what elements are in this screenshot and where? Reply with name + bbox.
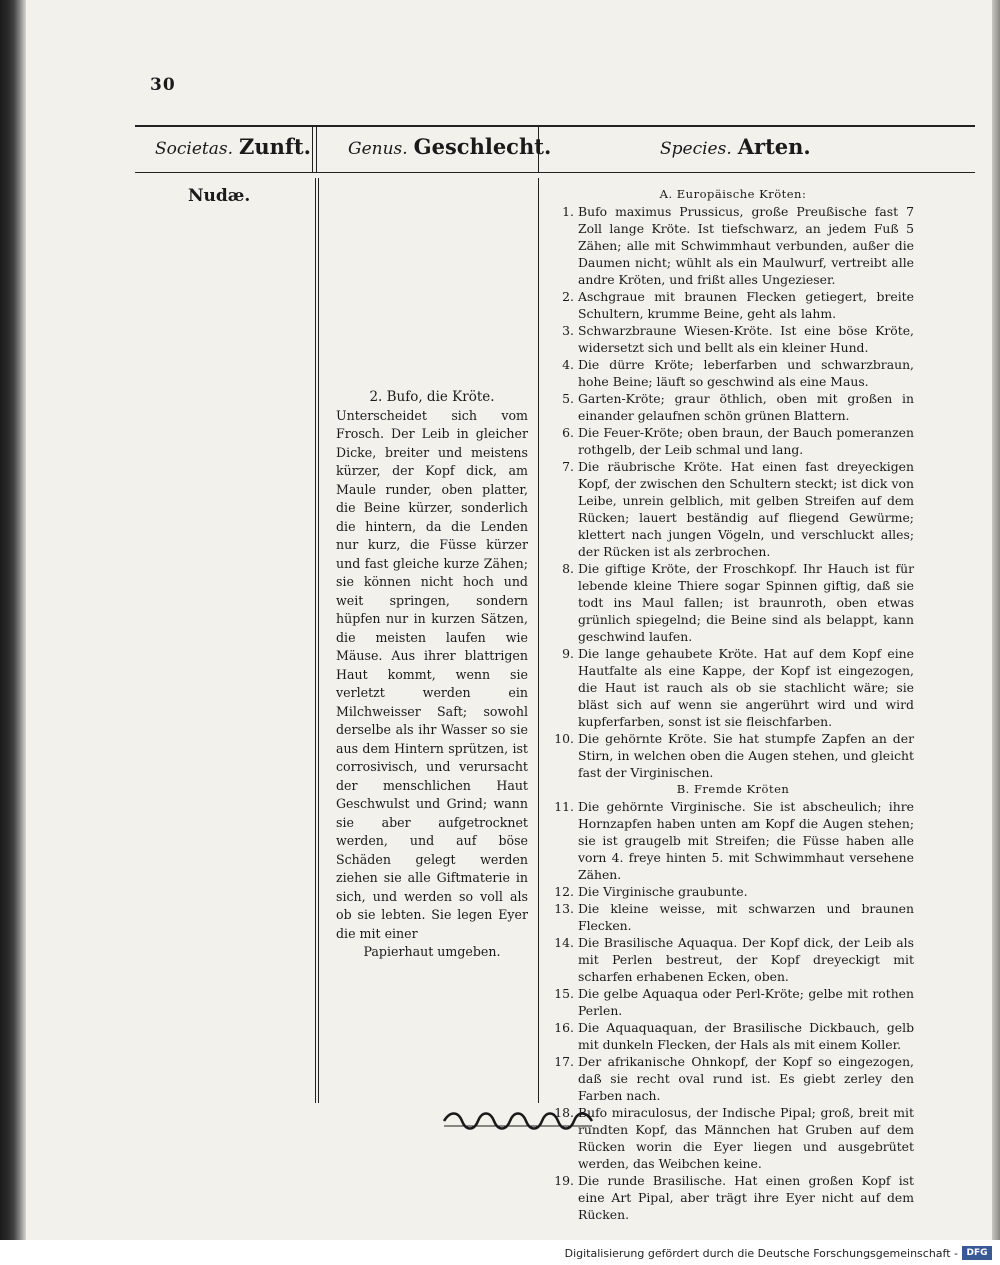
- header-societas: [155, 134, 311, 159]
- species-text: Die dürre Kröte; leberfarben und schwarzbraun, hohe Beine; läuft so geschwind als eine Maus.: [578, 357, 914, 389]
- genus-title: 2. Bufo, die Kröte.: [369, 389, 495, 405]
- genus-column-bracket: [315, 178, 319, 1103]
- species-number: 4.: [562, 357, 574, 372]
- header-genus-latin: Genus.: [348, 139, 408, 159]
- species-entry: [552, 883, 914, 900]
- species-text: Die Aquaquaquan, der Brasilische Dickbauch, gelb mit dunkeln Flecken, der Hals als mit einem Koller.: [578, 1020, 914, 1052]
- species-text: Die kleine weisse, mit schwarzen und braunen Flecken.: [578, 901, 914, 933]
- species-entry: [552, 985, 914, 1019]
- footer-credit: Digitalisierung gefördert durch die Deutsche Forschungsgemeinschaft -: [564, 1247, 958, 1260]
- species-text: Die runde Brasilische. Hat einen großen Kopf ist eine Art Pipal, aber trägt ihre Eyer nicht auf dem Rücken.: [578, 1173, 914, 1222]
- societas-group-name: Nudæ.: [188, 186, 251, 206]
- species-number: 17.: [554, 1054, 574, 1069]
- header-separator-1: [312, 125, 317, 172]
- dfg-logo: DFG: [962, 1246, 992, 1260]
- species-column-bracket: [538, 178, 539, 1103]
- species-entry: [552, 1019, 914, 1053]
- header-societas-german: Zunft.: [239, 134, 311, 159]
- species-entry: [552, 203, 914, 288]
- species-text: Die räubrische Kröte. Hat einen fast dreyeckigen Kopf, der zwischen den Schultern steckt; ist dick von Leibe, unrein gelblich, mit gelben Streifen auf dem Rücken; lauert beständig auf fliegend Gewürme; klettert nach jungen Vögeln, und verschluckt alles; der Rücken ist als zerbrochen.: [578, 459, 914, 559]
- species-number: 5.: [562, 391, 574, 406]
- species-number: 14.: [554, 935, 574, 950]
- species-entry: [552, 798, 914, 883]
- header-genus: [348, 134, 551, 159]
- species-entry: [552, 424, 914, 458]
- genus-description: [336, 388, 528, 962]
- species-entry: [552, 356, 914, 390]
- species-text: Die gehörnte Kröte. Sie hat stumpfe Zapfen an der Stirn, in welchen oben die Augen stehen, und gleicht fast der Virginischen.: [578, 731, 914, 780]
- species-number: 13.: [554, 901, 574, 916]
- species-text: Garten-Kröte; graur öthlich, oben mit großen in einander gelaufnen schön grünen Blattern.: [578, 391, 914, 423]
- species-text: Die gehörnte Virginische. Sie ist abscheulich; ihre Hornzapfen haben unten am Kopf die Augen stehen; sie ist graugelb mit Streifen; die Füsse haben alle vorn 4. freye hinten 5. mit Schwimmhaut versehene Zähen.: [578, 799, 914, 882]
- species-entry: [552, 1053, 914, 1104]
- species-entry: [552, 645, 914, 730]
- species-number: 2.: [562, 289, 574, 304]
- species-text: Aschgraue mit braunen Flecken getiegert, breite Schultern, krumme Beine, geht als lahm.: [578, 289, 914, 321]
- species-number: 9.: [562, 646, 574, 661]
- page-number: 30: [150, 75, 176, 95]
- species-list: [552, 186, 914, 1223]
- species-number: 7.: [562, 459, 574, 474]
- species-entry: [552, 560, 914, 645]
- species-number: 18.: [554, 1105, 574, 1120]
- ornament-decoration: [440, 1108, 600, 1134]
- genus-body: Unterscheidet sich vom Frosch. Der Leib in gleicher Dicke, breiter und meistens kürzer, der Kopf dick, am Maule runder, oben platter, die Beine kürzer, sonderlich die hintern, da die Lenden nur kurz, die Füsse kürzer und fast gleiche kurze Zähen; sie können nicht hoch und weit springen, sondern hüpfen nur in kurzen Sätzen, die meisten laufen wie Mäuse. Aus ihrer blattrigen Haut kommt, wenn sie verletzt werden ein Milchweisser Saft; sowohl derselbe als ihr Wasser so sie aus dem Hintern sprützen, ist corrosivisch, und verursacht der menschlichen Haut Geschwulst und Grind; wann sie aber aufgetrocknet werden, und auf böse Schäden gelegt werden ziehen sie alle Giftmaterie in sich, und werden so voll als ob sie lebten. Sie legen Eyer die mit einer: [336, 407, 528, 941]
- species-text: Der afrikanische Ohnkopf, der Kopf so eingezogen, daß sie recht oval rund ist. Es giebt zerley den Farben nach.: [578, 1054, 914, 1103]
- header-species: [660, 134, 811, 159]
- species-entry: [552, 1104, 914, 1172]
- species-number: 8.: [562, 561, 574, 576]
- species-entry: [552, 390, 914, 424]
- species-text: Die Brasilische Aquaqua. Der Kopf dick, der Leib als mit Perlen bestreut, der Kopf dreyeckigt mit scharfen erhabenen Ecken, oben.: [578, 935, 914, 984]
- species-list-foreign: [552, 798, 914, 1223]
- species-entry: [552, 934, 914, 985]
- header-species-german: Arten.: [737, 134, 811, 159]
- header-species-latin: Species.: [660, 139, 732, 159]
- species-text: Bufo miraculosus, der Indische Pipal; groß, breit mit rundten Kopf, das Männchen hat Gruben auf dem Rücken worin die Eyer liegen und ausgebrütet werden, das Weibchen keine.: [578, 1105, 914, 1171]
- header-bottom-rule: [135, 172, 975, 173]
- species-number: 15.: [554, 986, 574, 1001]
- species-entry: [552, 1172, 914, 1223]
- species-number: 11.: [554, 799, 574, 814]
- genus-body-end: Papierhaut umgeben.: [363, 944, 501, 959]
- species-number: 10.: [554, 731, 574, 746]
- species-number: 16.: [554, 1020, 574, 1035]
- section-heading-european: A. Europäische Kröten:: [659, 187, 807, 201]
- species-number: 6.: [562, 425, 574, 440]
- species-entry: [552, 322, 914, 356]
- section-heading-foreign: B. Fremde Kröten: [676, 782, 790, 796]
- species-text: Die gelbe Aquaqua oder Perl-Kröte; gelbe mit rothen Perlen.: [578, 986, 914, 1018]
- header-top-rule: [135, 125, 975, 127]
- species-text: Schwarzbraune Wiesen-Kröte. Ist eine böse Kröte, widersetzt sich und bellt als ein kleiner Hund.: [578, 323, 914, 355]
- species-entry: [552, 900, 914, 934]
- book-binding-shadow: [0, 0, 26, 1240]
- species-entry: [552, 458, 914, 560]
- species-number: 1.: [562, 204, 574, 219]
- species-entry: [552, 288, 914, 322]
- species-text: Die Virginische graubunte.: [578, 884, 748, 899]
- species-list-european: [552, 203, 914, 781]
- species-text: Die Feuer-Kröte; oben braun, der Bauch pomeranzen rothgelb, der Leib schmal und lang.: [578, 425, 914, 457]
- species-text: Bufo maximus Prussicus, große Preußische fast 7 Zoll lange Kröte. Ist tiefschwarz, an jedem Fuß 5 Zähen; alle mit Schwimmhaut verbunden, außer die Daumen nicht; wühlt als ein Maulwurf, vertreibt alle andre Kröten, und frißt alles Ungezieser.: [578, 204, 914, 287]
- species-text: Die giftige Kröte, der Froschkopf. Ihr Hauch ist für lebende kleine Thiere sogar Spinnen giftig, daß sie todt ins Maul fallen; ist braunroth, oben etwas grünlich spiegelnd; die Beine sind als belappt, kann geschwind laufen.: [578, 561, 914, 644]
- species-number: 12.: [554, 884, 574, 899]
- species-number: 3.: [562, 323, 574, 338]
- species-entry: [552, 730, 914, 781]
- header-genus-german: Geschlecht.: [413, 134, 552, 159]
- species-number: 19.: [554, 1173, 574, 1188]
- header-societas-latin: Societas.: [155, 139, 233, 159]
- page-edge-shadow: [992, 0, 1000, 1240]
- species-text: Die lange gehaubete Kröte. Hat auf dem Kopf eine Hautfalte als eine Kappe, der Kopf ist eingezogen, die Haut ist rauch als ob sie stachlicht wäre; sie bläst sich auf wenn sie angerührt wird und wird kupferfarben, sonst ist sie fleischfarben.: [578, 646, 914, 729]
